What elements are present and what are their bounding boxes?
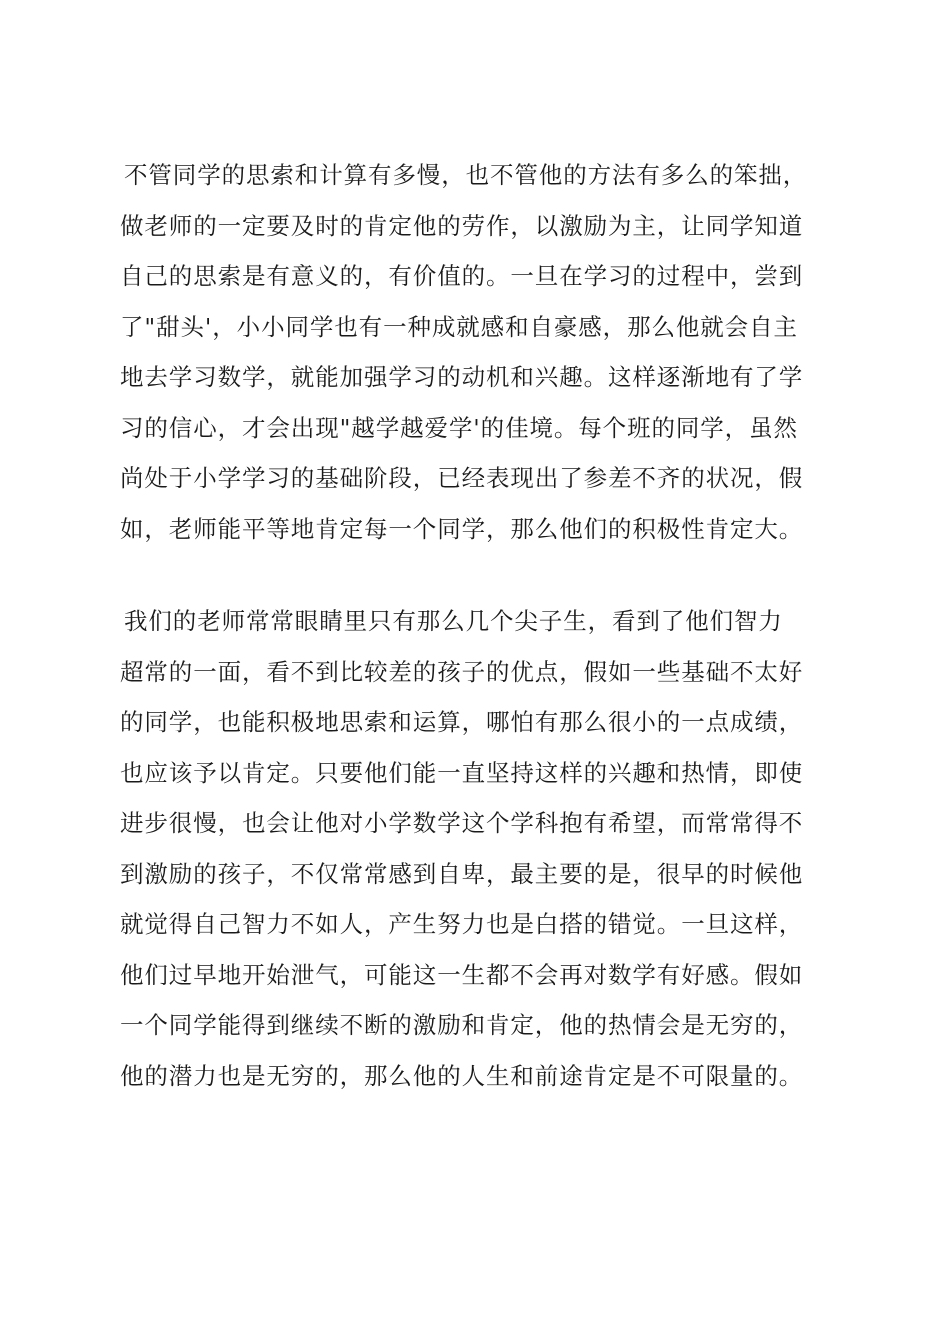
text-line: 到激励的孩子，不仅常常感到自卑，最主要的是，很早的时候他 [120,859,804,888]
text-line: 做老师的一定要及时的肯定他的劳作，以激励为主，让同学知道 [120,211,804,240]
text-line: 也应该予以肯定。只要他们能一直坚持这样的兴趣和热情，即使 [120,758,804,787]
text-line: 不管同学的思索和计算有多慢，也不管他的方法有多么的笨拙， [124,161,808,189]
text-line: 习的信心，才会出现"越学越爱学'的佳境。每个班的同学，虽然 [120,413,798,442]
text-line: 一个同学能得到继续不断的激励和肯定，他的热情会是无穷的， [120,1011,804,1039]
text-line: 尚处于小学学习的基础阶段，已经表现出了参差不齐的状况，假 [120,464,804,492]
text-line: 如，老师能平等地肯定每一个同学，那么他们的积极性肯定大。 [120,514,804,543]
paragraph-1 [120,150,840,554]
text-line: 他的潜力也是无穷的，那么他的人生和前途肯定是不可限量的。 [120,1061,804,1090]
text-line: 进步很慢，也会让他对小学数学这个学科抱有希望，而常常得不 [120,809,804,837]
text-line: 自己的思索是有意义的，有价值的。一旦在学习的过程中，尝到 [120,262,804,290]
text-line: 了"甜头'，小小同学也有一种成就感和自豪感，那么他就会自主 [120,312,798,341]
text-line: 超常的一面，看不到比较差的孩子的优点，假如一些基础不太好 [120,657,804,686]
text-line: 就觉得自己智力不如人，产生努力也是白搭的错觉。一旦这样， [120,910,804,938]
paragraph-2 [120,596,840,1101]
text-line: 他们过早地开始泄气，可能这一生都不会再对数学有好感。假如 [120,960,804,989]
text-line: 我们的老师常常眼睛里只有那么几个尖子生，看到了他们智力 [124,607,783,635]
text-line: 地去学习数学，就能加强学习的动机和兴趣。这样逐渐地有了学 [120,363,804,391]
text-line: 的同学，也能积极地思索和运算，哪怕有那么很小的一点成绩， [120,708,804,736]
